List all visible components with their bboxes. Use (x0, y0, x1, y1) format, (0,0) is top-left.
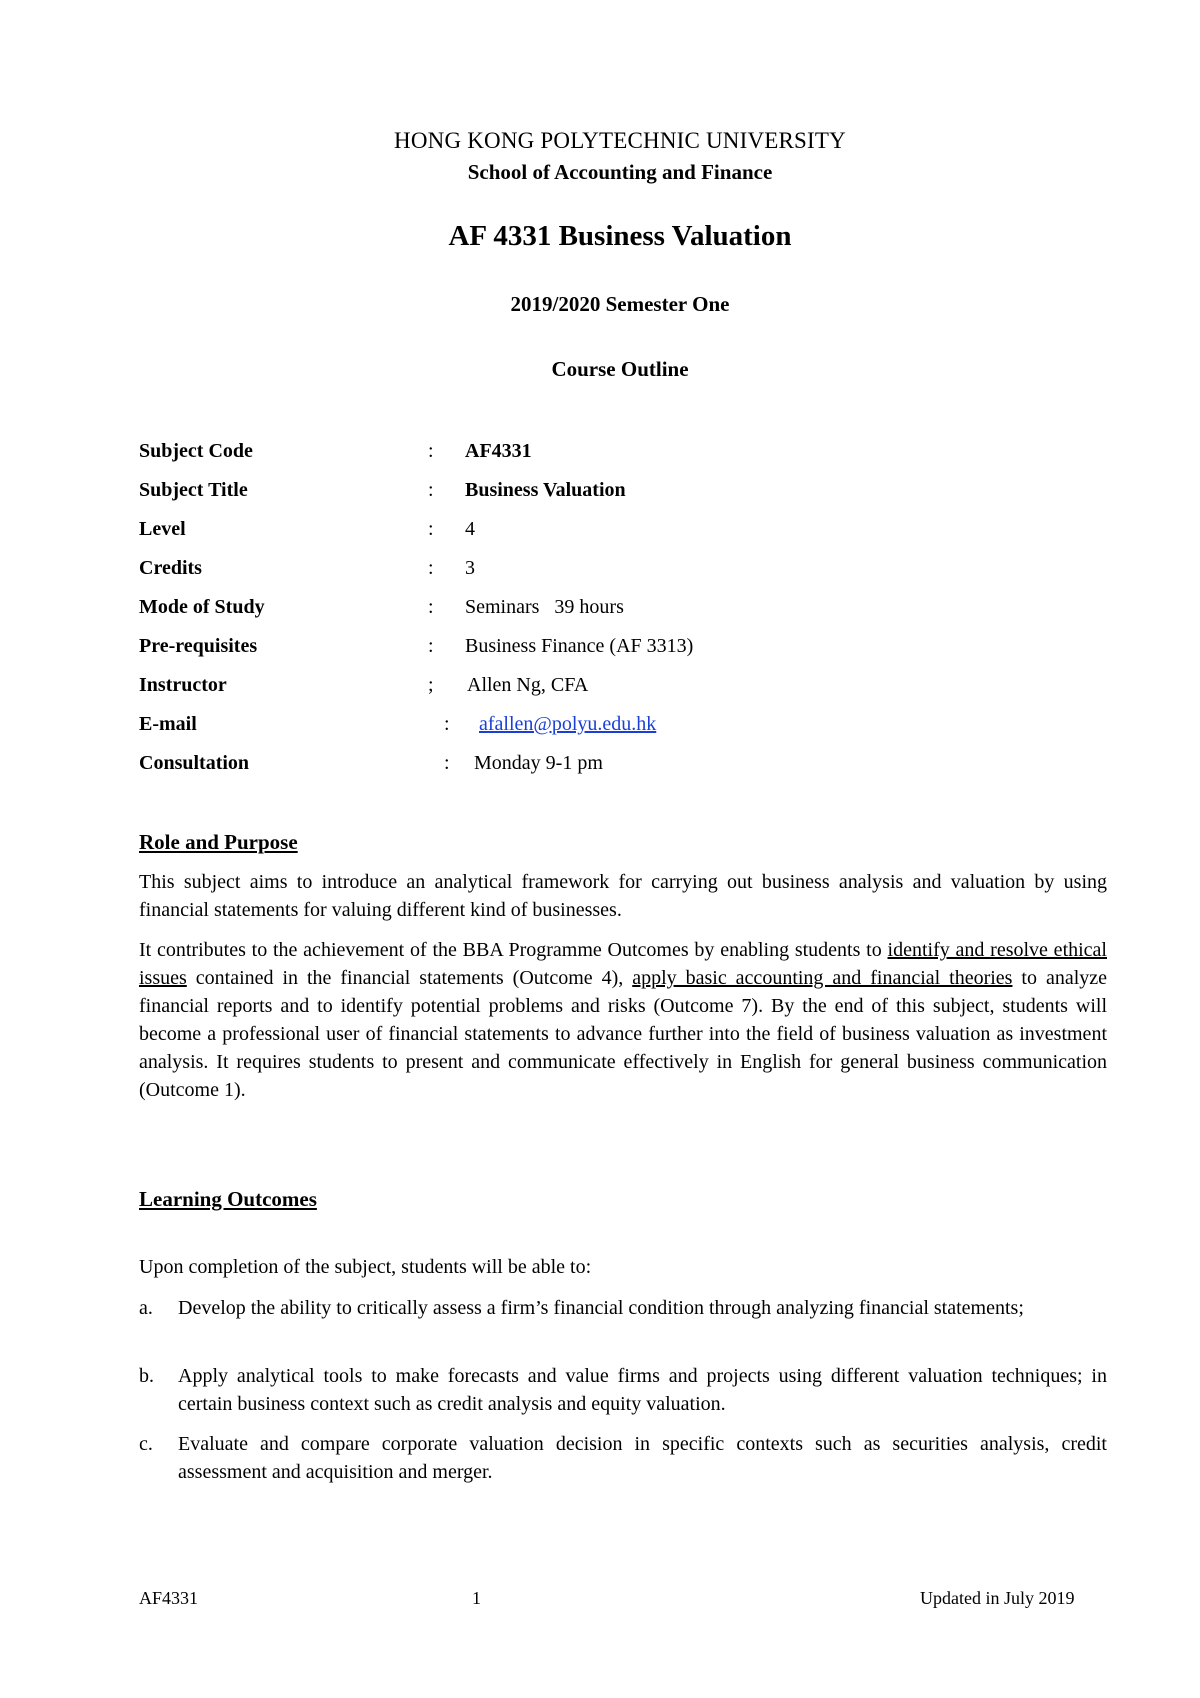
semester: 2019/2020 Semester One (510, 292, 730, 316)
info-value: Seminars 39 hours (465, 596, 624, 618)
item-letter: c. (139, 1433, 153, 1455)
info-separator: : (444, 752, 450, 774)
school-name: School of Accounting and Finance (467, 160, 773, 184)
underlined-phrase: apply basic accounting and financial theories (632, 967, 1013, 989)
page-number: 1 (472, 1588, 481, 1608)
role-purpose-heading: Role and Purpose (139, 830, 298, 854)
footer-updated: Updated in July 2019 (920, 1588, 1075, 1608)
info-separator: : (428, 479, 434, 501)
info-label: E-mail (139, 713, 197, 735)
info-value: Business Valuation (465, 479, 626, 501)
underlined-phrase: identify and resolve ethical issues (139, 939, 1107, 989)
info-value: AF4331 (465, 440, 532, 462)
info-label: Instructor (139, 674, 227, 696)
item-text: Develop the ability to critically assess a firm’s financial condition through analyzing financial statements; (178, 1297, 1024, 1319)
info-label: Consultation (139, 752, 250, 774)
info-separator: : (428, 596, 434, 618)
paragraph-text: to analyze financial reports and to identify potential problems and risks (Outcome 7). By the end of this subject, students will become a professional user of financial statements to advance further into the field of business valuation as investment analysis. It requires students to present and communicate effectively in English for general business communication (Outcome 1). (139, 967, 1108, 1101)
item-text: Evaluate and compare corporate valuation decision in specific contexts such as securities analysis, credit assessment and acquisition and merger. (178, 1433, 1107, 1483)
info-separator: ; (428, 674, 434, 696)
item-letter: b. (139, 1365, 154, 1387)
paragraph-text: contained in the financial statements (Outcome 4), (186, 967, 633, 989)
info-value: Business Finance (AF 3313) (465, 635, 694, 657)
info-separator: : (428, 557, 434, 579)
info-label: Subject Code (139, 440, 253, 462)
item-text: Apply analytical tools to make forecasts and value firms and projects using different valuation techniques; in certain business context such as credit analysis and equity valuation. (178, 1365, 1107, 1415)
document-type: Course Outline (551, 357, 689, 381)
learning-outcomes-intro: Upon completion of the subject, students will be able to: (139, 1256, 592, 1278)
info-value: Allen Ng, CFA (467, 674, 589, 696)
info-label: Credits (139, 557, 202, 579)
info-separator: : (428, 440, 434, 462)
info-label: Pre-requisites (139, 635, 258, 657)
paragraph-text: It contributes to the achievement of the BBA Programme Outcomes by enabling students to (139, 939, 888, 961)
role-purpose-paragraph-2 (139, 936, 1107, 1104)
info-label: Mode of Study (139, 596, 265, 618)
info-value: 3 (465, 557, 475, 579)
role-purpose-paragraph-1: This subject aims to introduce an analytical framework for carrying out business analysis and valuation by using financial statements for valuing different kind of businesses. (139, 871, 1107, 921)
info-label: Subject Title (139, 479, 248, 501)
learning-outcomes-heading: Learning Outcomes (139, 1187, 317, 1211)
info-separator: : (444, 713, 450, 735)
email-link[interactable]: afallen@polyu.edu.hk (479, 713, 657, 735)
university-name: HONG KONG POLYTECHNIC UNIVERSITY (394, 128, 846, 153)
info-separator: : (428, 635, 434, 657)
info-value: 4 (465, 518, 475, 540)
info-separator: : (428, 518, 434, 540)
footer-course-code: AF4331 (139, 1588, 199, 1608)
item-letter: a. (139, 1297, 153, 1319)
course-title: AF 4331 Business Valuation (448, 220, 792, 252)
info-value: Monday 9-1 pm (474, 752, 603, 774)
info-label: Level (139, 518, 186, 540)
